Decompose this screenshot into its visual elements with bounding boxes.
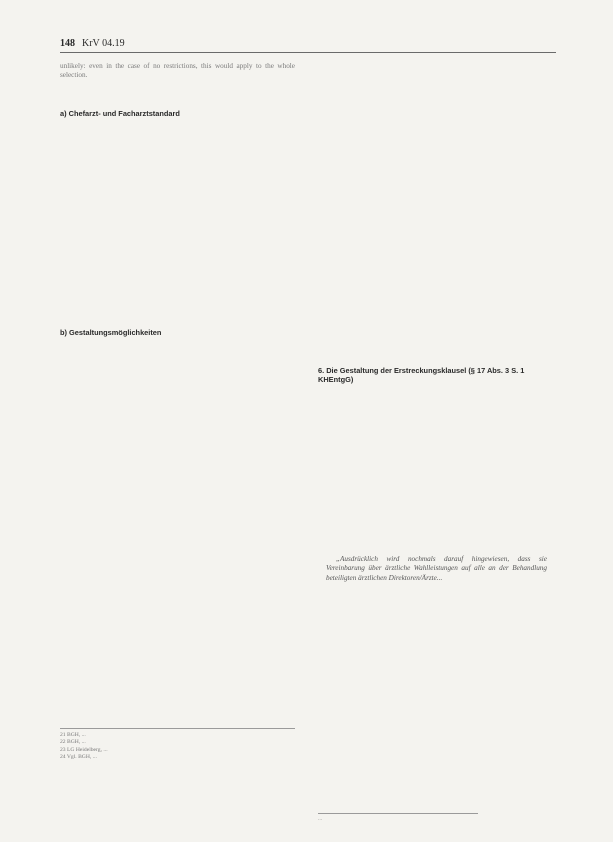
page-number: 148 (60, 38, 75, 49)
footnote: 21 BGH, ... (60, 732, 86, 738)
journal-name: KrV 04.19 (82, 38, 125, 49)
footnotes-left (60, 728, 295, 762)
footnote: 24 Vgl. BGH, ... (60, 754, 97, 761)
header-rule (60, 52, 556, 53)
footnote: 22 BGH, ... (60, 739, 86, 746)
left-column (60, 62, 295, 340)
intro-paragraph: unlikely: even in the case of no restrictions, this would apply to the whole selection. (60, 62, 295, 80)
section-heading-b: b) Gestaltungsmöglichkeiten (60, 328, 162, 338)
section-heading-6: 6. Die Gestaltung der Erstreckungsklausel (§ 17 Abs. 3 S. 1 KHEntgG) (318, 366, 525, 385)
right-column (318, 62, 553, 583)
footnote: 23 LG Heidelberg, ... (60, 746, 108, 753)
block-quote: „Ausdrücklich wird nochmals darauf hingewiesen, dass sie Vereinbarung über ärztliche Wahlleistungen auf alle an der Behandlung beteiligten ärztlichen Direktoren/Ärzte... (326, 554, 547, 582)
section-heading-a: a) Chefarzt- und Facharztstandard (60, 108, 180, 118)
footnote-right: ... (318, 813, 478, 822)
